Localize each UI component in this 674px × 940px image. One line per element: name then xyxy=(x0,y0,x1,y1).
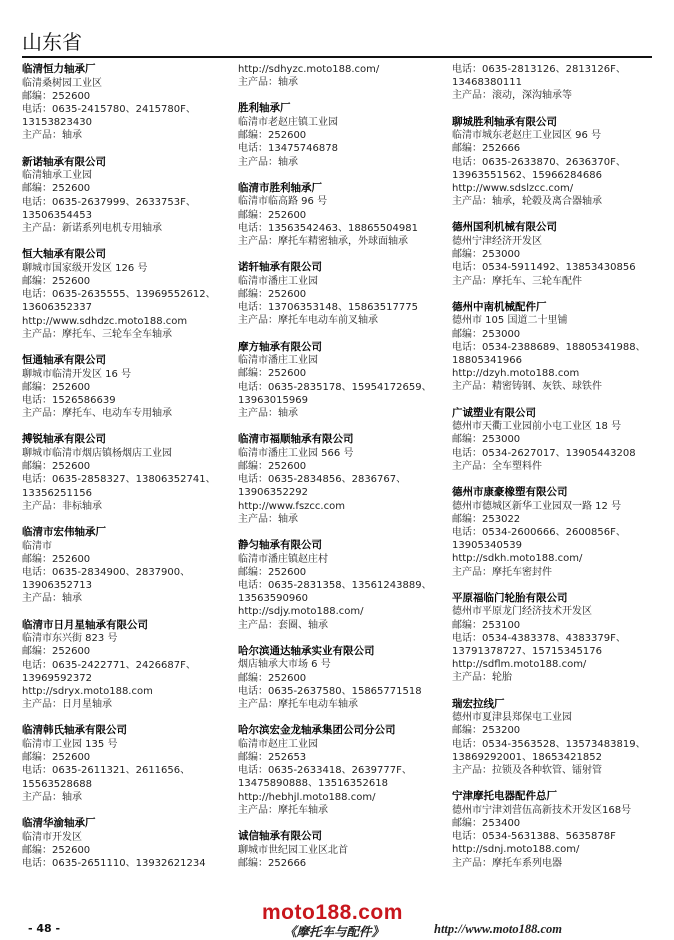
company-detail: 13563590960 xyxy=(238,593,308,605)
company-products: 主产品：轴承 xyxy=(238,408,298,420)
page-header xyxy=(22,30,652,54)
company-detail: 13468380111 xyxy=(452,77,522,89)
company-entry xyxy=(238,102,443,168)
company-phone: 电话：0635-2835178、15954172659、 xyxy=(238,381,432,393)
company-postcode: 邮编：253000 xyxy=(452,249,521,261)
company-products: 主产品：摩托车电动车轴承 xyxy=(238,699,358,711)
company-entry xyxy=(238,341,443,421)
company-postcode: 邮编：252666 xyxy=(238,857,307,869)
company-entry xyxy=(22,248,227,341)
company-detail: 临清轴承工业园 xyxy=(22,170,92,182)
magazine-name: 《摩托车与配件》 xyxy=(284,925,385,939)
company-postcode: 邮编：253000 xyxy=(452,434,521,446)
company-phone: 电话：0635-2831358、13561243889、 xyxy=(238,580,432,592)
company-entry xyxy=(452,698,657,778)
company-products: 主产品：日月星轴承 xyxy=(22,699,112,711)
company-entry xyxy=(238,182,443,248)
company-entry xyxy=(22,724,227,804)
company-entry xyxy=(452,221,657,287)
company-detail: 临清市城东老赵庄工业园区 96 号 xyxy=(452,130,602,142)
company-phone: 电话：0635-2834856、2836767、 xyxy=(238,474,407,486)
company-postcode: 邮编：252600 xyxy=(22,461,91,473)
company-postcode: 邮编：252600 xyxy=(22,381,91,393)
company-phone: 电话：0635-2611321、2611656、 xyxy=(22,765,191,777)
company-detail: 德州市 105 国道二十里铺 xyxy=(452,315,568,327)
company-name: 胜利轴承厂 xyxy=(238,102,291,115)
company-detail: 13791378727、15715345176 xyxy=(452,646,602,658)
company-name: 诺轩轴承有限公司 xyxy=(238,261,322,274)
company-products: 主产品：轮胎 xyxy=(452,672,512,684)
company-phone: 电话：0635-2422771、2426687F、 xyxy=(22,659,196,671)
column-2 xyxy=(238,63,443,883)
company-website[interactable]: http://sdjy.moto188.com/ xyxy=(238,606,364,618)
company-phone: 电话：0534-2388689、18805341988、 xyxy=(452,341,646,353)
company-products: 主产品：摩托车密封件 xyxy=(452,566,552,578)
company-phone: 电话：0534-5631388、5635878F xyxy=(452,831,616,843)
company-name: 新诺轴承有限公司 xyxy=(22,155,106,168)
company-products: 主产品：拉锁及各种软管、镭射管 xyxy=(452,765,602,777)
company-detail: 临清市东兴街 823 号 xyxy=(22,633,118,645)
company-products: 主产品：轴承 xyxy=(238,77,298,89)
company-entry xyxy=(238,63,443,89)
company-products: 主产品：轴承 xyxy=(22,791,82,803)
company-detail: 13606352337 xyxy=(22,302,92,314)
company-detail: 临清市潘庄工业园 566 号 xyxy=(238,447,354,459)
company-postcode: 邮编：252600 xyxy=(238,461,307,473)
page-footer xyxy=(0,900,674,939)
company-name: 临清恒力轴承厂 xyxy=(22,63,96,75)
company-postcode: 邮编：253400 xyxy=(452,818,521,830)
company-detail: 13475890888、13516352618 xyxy=(238,778,388,790)
company-products: 主产品：摩托车系列电器 xyxy=(452,857,562,869)
company-detail: 德州市平原龙门经济技术开发区 xyxy=(452,606,592,618)
company-detail: 德州市天衢工业园前小屯工业区 18 号 xyxy=(452,421,622,433)
company-phone: 电话：0534-4383378、4383379F、 xyxy=(452,632,626,644)
company-name: 恒通轴承有限公司 xyxy=(22,354,106,367)
company-name: 临清市宏伟轴承厂 xyxy=(22,526,106,539)
company-detail: 德州市德城区新华工业园双一路 12 号 xyxy=(452,500,622,512)
company-website[interactable]: http://sdnj.moto188.com/ xyxy=(452,844,580,856)
company-name: 广诚塑业有限公司 xyxy=(452,406,536,419)
company-products: 主产品：轴承 xyxy=(22,130,82,142)
company-detail: 临清市赵庄工业园 xyxy=(238,738,318,750)
company-phone: 电话：0635-2858327、13806352741、 xyxy=(22,474,216,486)
company-postcode: 邮编：252600 xyxy=(238,566,307,578)
company-entry xyxy=(238,539,443,632)
company-postcode: 邮编：252600 xyxy=(238,209,307,221)
company-website[interactable]: http://sdkh.moto188.com/ xyxy=(452,553,583,565)
company-products: 主产品：摩托车、三轮车配件 xyxy=(452,275,582,287)
company-detail: 德州宁津经济开发区 xyxy=(452,236,542,248)
company-entry xyxy=(22,156,227,236)
company-website[interactable]: http://www.sdslzcc.com/ xyxy=(452,183,574,195)
footer-url: http://www.moto188.com xyxy=(434,922,563,936)
company-phone: 电话：0635-2633870、2636370F、 xyxy=(452,156,626,168)
company-name: 聊城胜利轴承有限公司 xyxy=(452,115,557,128)
company-detail: 临清市临高路 96 号 xyxy=(238,196,328,208)
company-phone: 电话：0534-5911492、13853430856 xyxy=(452,262,636,274)
company-entry xyxy=(238,261,443,327)
company-products: 主产品：摩托车精密轴承，外球面轴承 xyxy=(238,236,408,248)
company-detail: 临清市 xyxy=(22,540,52,552)
company-detail: 临清市潘庄工业园 xyxy=(238,275,318,287)
province-title: 山东省 xyxy=(22,30,82,54)
company-name: 哈尔滨通达轴承实业有限公司 xyxy=(238,644,375,657)
company-postcode: 邮编：253100 xyxy=(452,619,521,631)
company-detail: 13869292001、18653421852 xyxy=(452,751,602,763)
company-postcode: 邮编：252600 xyxy=(22,553,91,565)
company-postcode: 邮编：253022 xyxy=(452,513,521,525)
page-number: - 48 - xyxy=(28,922,61,935)
company-detail: 临清市老赵庄镇工业园 xyxy=(238,117,338,128)
company-phone: 电话：0635-2834900、2837900、 xyxy=(22,567,191,579)
company-products: 主产品：非标轴承 xyxy=(22,500,102,512)
company-phone: 电话：0534-2600666、2600856F、 xyxy=(452,527,626,539)
company-entry xyxy=(452,63,657,103)
company-name: 临清市日月星轴承有限公司 xyxy=(22,618,148,631)
column-3 xyxy=(452,63,657,883)
company-name: 宁津摩托电器配件总厂 xyxy=(452,790,557,803)
company-entry xyxy=(238,724,443,817)
company-postcode: 邮编：252600 xyxy=(238,672,307,684)
company-name: 摩方轴承有限公司 xyxy=(238,340,322,353)
company-postcode: 邮编：253200 xyxy=(452,725,521,737)
company-entry xyxy=(22,433,227,513)
company-detail: 德州市宁津刘营伍高新技术开发区168号 xyxy=(452,804,632,816)
company-detail: 聊城市世纪园工业区北首 xyxy=(238,844,348,856)
company-phone: 电话：0534-2627017、13905443208 xyxy=(452,447,636,459)
company-website[interactable]: http://sdflm.moto188.com/ xyxy=(452,659,587,671)
company-products: 主产品：轴承 xyxy=(238,156,298,168)
company-products: 主产品：摩托车、三轮车全车轴承 xyxy=(22,328,172,340)
company-name: 诚信轴承有限公司 xyxy=(238,830,322,843)
company-entry xyxy=(22,63,227,143)
column-1 xyxy=(22,63,227,883)
company-name: 临清华渝轴承厂 xyxy=(22,817,96,830)
company-entry xyxy=(238,433,443,526)
company-postcode: 邮编：252600 xyxy=(238,130,307,142)
company-phone: 电话：0635-2637580、15865771518 xyxy=(238,685,422,697)
company-detail: 13906352292 xyxy=(238,487,308,499)
company-detail: 临清市开发区 xyxy=(22,831,82,843)
company-products: 主产品：轴承 xyxy=(238,513,298,525)
company-website[interactable]: http://www.sdhdzc.moto188.com xyxy=(22,315,188,327)
company-postcode: 邮编：252600 xyxy=(22,844,91,856)
company-postcode: 邮编：252600 xyxy=(238,289,307,301)
company-detail: 临清市潘庄工业园 xyxy=(238,355,318,367)
company-products: 主产品：摩托车电动车前叉轴承 xyxy=(238,315,378,327)
company-phone: 电话：0635-2635555、13969552612、 xyxy=(22,289,216,301)
company-products: 主产品：轴承，轮毂及离合器轴承 xyxy=(452,196,602,208)
company-products: 主产品：新诺系列电机专用轴承 xyxy=(22,223,162,235)
company-phone: 电话：13706353148、15863517775 xyxy=(238,302,418,314)
company-name: 临清市胜利轴承厂 xyxy=(238,181,322,194)
company-entry xyxy=(22,526,227,606)
company-postcode: 邮编：252653 xyxy=(238,752,307,764)
company-postcode: 邮编：252600 xyxy=(22,90,91,102)
company-entry xyxy=(22,817,227,870)
company-detail: 临清桑树园工业区 xyxy=(22,77,102,89)
company-entry xyxy=(238,830,443,870)
company-entry xyxy=(452,790,657,870)
company-products: 主产品：轴承 xyxy=(22,593,82,605)
company-name: 恒大轴承有限公司 xyxy=(22,248,106,261)
company-name: 瑞宏拉线厂 xyxy=(452,697,505,710)
company-phone: 电话：0635-2637999、2633753F、 xyxy=(22,196,196,208)
company-name: 德州国利机械有限公司 xyxy=(452,221,557,234)
header-rule xyxy=(22,56,652,58)
company-products: 主产品：滚动，深沟轴承等 xyxy=(452,90,572,102)
company-entry xyxy=(22,354,227,420)
company-name: 临清韩氏轴承有限公司 xyxy=(22,724,127,737)
company-postcode: 邮编：252600 xyxy=(22,276,91,288)
company-detail: 13356251156 xyxy=(22,487,92,499)
company-postcode: 邮编：252600 xyxy=(22,646,91,658)
company-detail: 13153823430 xyxy=(22,117,92,129)
company-postcode: 邮编：252600 xyxy=(22,183,91,195)
company-detail: 13506354453 xyxy=(22,209,92,221)
company-entry xyxy=(22,619,227,712)
company-entry xyxy=(452,116,657,209)
company-name: 平原福临门轮胎有限公司 xyxy=(452,591,568,604)
company-name: 临清市福顺轴承有限公司 xyxy=(238,433,354,446)
company-products: 主产品：摩托车轴承 xyxy=(238,804,328,816)
company-detail: 德州市夏津县郑保屯工业园 xyxy=(452,712,572,724)
company-name: 德州中南机械配件厂 xyxy=(452,300,547,313)
company-website[interactable]: http://hebhjl.moto188.com/ xyxy=(238,791,376,803)
company-postcode: 邮编：252600 xyxy=(238,368,307,380)
company-phone: 电话：1526586639 xyxy=(22,395,116,407)
company-postcode: 邮编：252666 xyxy=(452,143,521,155)
company-products: 主产品：全车塑料件 xyxy=(452,460,542,472)
company-detail: 13963551562、15966284686 xyxy=(452,169,602,181)
company-entry xyxy=(452,486,657,579)
company-entry xyxy=(238,645,443,711)
company-detail: 15563528688 xyxy=(22,778,92,790)
company-website[interactable]: http://sdhyzc.moto188.com/ xyxy=(238,64,380,75)
company-products: 主产品：摩托车、电动车专用轴承 xyxy=(22,408,172,420)
company-detail: 13906352713 xyxy=(22,580,92,592)
company-phone: 电话：13475746878 xyxy=(238,143,338,155)
company-name: 德州市康豪橡塑有限公司 xyxy=(452,486,568,499)
company-website[interactable]: http://www.fszcc.com xyxy=(238,500,345,512)
moto188-logo: moto188.com xyxy=(262,901,403,924)
company-detail: 临清市潘庄镇赵庄村 xyxy=(238,553,328,565)
company-website[interactable]: http://sdryx.moto188.com xyxy=(22,686,153,698)
company-detail: 13969592372 xyxy=(22,672,92,684)
company-detail: 聊城市临清开发区 16 号 xyxy=(22,368,132,380)
company-detail: 聊城市国家级开发区 126 号 xyxy=(22,262,148,274)
company-detail: 烟店轴承大市场 6 号 xyxy=(238,659,331,671)
company-website[interactable]: http://dzyh.moto188.com xyxy=(452,368,580,380)
company-products: 主产品：精密铸钢、灰铁、球铁件 xyxy=(452,381,602,393)
company-entry xyxy=(452,407,657,473)
company-phone: 电话：0635-2813126、2813126F、 xyxy=(452,64,626,75)
company-postcode: 邮编：252600 xyxy=(22,752,91,764)
company-entry xyxy=(452,592,657,685)
company-detail: 临清市工业园 135 号 xyxy=(22,739,118,751)
company-detail: 18805341966 xyxy=(452,355,522,367)
company-name: 哈尔滨宏金龙轴承集团公司分公司 xyxy=(238,724,396,737)
company-detail: 聊城市临清市烟店镇杨烟店工业园 xyxy=(22,448,172,460)
company-name: 搏锐轴承有限公司 xyxy=(22,433,106,446)
company-products: 主产品：套圈、轴承 xyxy=(238,619,328,631)
company-detail: 13963015969 xyxy=(238,394,308,406)
company-name: 静匀轴承有限公司 xyxy=(238,539,322,552)
company-entry xyxy=(452,301,657,394)
company-phone: 电话：0534-3563528、13573483819、 xyxy=(452,738,646,750)
company-phone: 电话：0635-2415780、2415780F、 xyxy=(22,104,196,115)
company-phone: 电话：0635-2633418、2639777F、 xyxy=(238,765,412,777)
company-detail: 13905340539 xyxy=(452,540,522,552)
company-phone: 电话：0635-2651110、13932621234 xyxy=(22,858,206,870)
company-postcode: 邮编：253000 xyxy=(452,328,521,340)
company-phone: 电话：13563542463、18865504981 xyxy=(238,222,418,234)
